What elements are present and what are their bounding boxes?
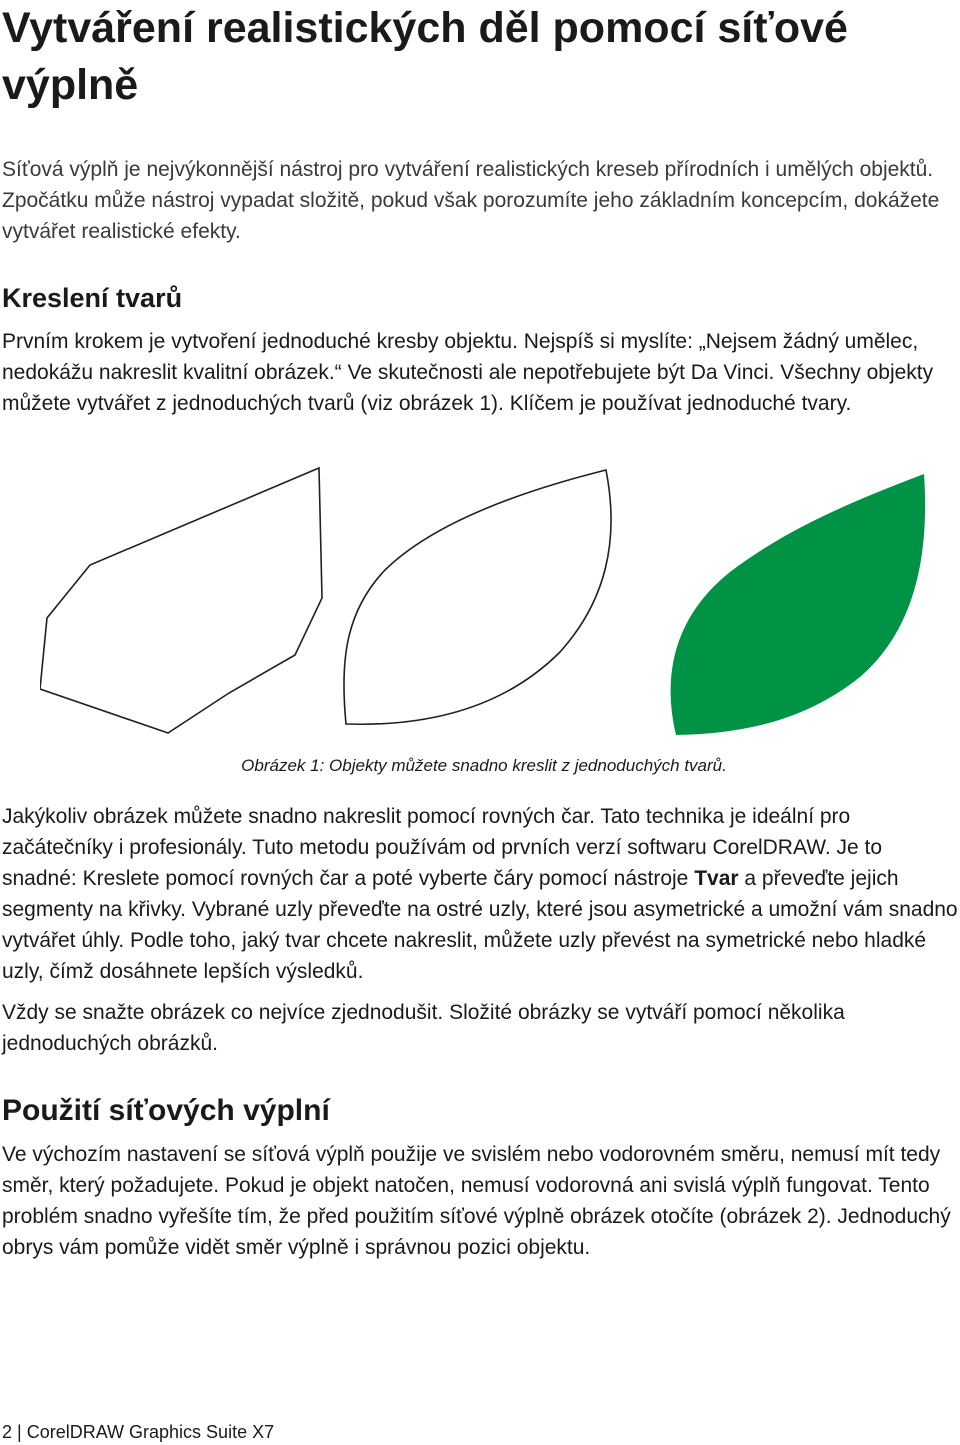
polygon-leaf-shape [40, 468, 322, 733]
figure-leaf-shapes [40, 462, 940, 747]
mesh-fill-paragraph: Ve výchozím nastavení se síťová výplň použije ve svislém nebo vodorovném směru, nemusí mít tedy směr, který požadujete. Pokud je objekt natočen, nemusí vodorovná ani svislá výplň fungovat. Tento problém snadno vyřešíte tím, že před použitím síťové výplně obrázek otočíte (obrázek 2). Jednoduchý obrys vám pomůže vidět směr výplně i správnou pozici objektu. [2, 1143, 951, 1259]
straight-lines-paragraph [2, 801, 958, 987]
straight-lines-text-start: Jakýkoliv obrázek můžete snadno nakreslit pomocí rovných čar. Tato technika je ideální pro začátečníky i profesionály. Tuto metodu používám od prvních verzí softwaru CorelDRAW. Je to snadné: Kreslete pomocí rovných čar a poté vyberte čáry pomocí nástroje [2, 805, 883, 890]
section-heading-mesh-fill: Použití síťových výplní [2, 1094, 330, 1127]
figure-caption: Obrázek 1: Objekty můžete snadno kreslit z jednoduchých tvarů. [241, 756, 727, 775]
section-heading-drawing-shapes: Kreslení tvarů [2, 283, 183, 313]
intro-paragraph: Síťová výplň je nejvýkonnější nástroj pro vytváření realistických kreseb přírodních i umělých objektů. Zpočátku může nástroj vypadat složitě, pokud však porozumíte jeho základním koncepcím, dokážete vytvářet realistické efekty. [2, 158, 940, 243]
drawing-shapes-paragraph: Prvním krokem je vytvoření jednoduché kresby objektu. Nejspíš si myslíte: „Nejsem žádný umělec, nedokážu nakreslit kvalitní obrázek.“ Ve skutečnosti ale nepotřebujete být Da Vinci. Všechny objekty můžete vytvářet z jednoduchých tvarů (viz obrázek 1). Klíčem je používat jednoduché tvary. [2, 330, 934, 415]
straight-lines-text-end: a převeďte jejich segmenty na křivky. Vybrané uzly převeďte na ostré uzly, které jsou asymetrické a umožní vám snadno vytvářet úhly. Podle toho, jaký tvar chcete nakreslit, můžete uzly převést na symetrické nebo hladké uzly, čímž dosáhnete lepších výsledků. [2, 867, 958, 983]
page-title: Vytváření realistických děl pomocí síťové výplně [2, 4, 848, 109]
page-footer: 2 | CorelDRAW Graphics Suite X7 [2, 1422, 275, 1442]
green-leaf-shape [671, 474, 926, 735]
curved-leaf-outline-shape [344, 470, 611, 724]
shape-tool-name: Tvar [694, 867, 739, 890]
simplify-paragraph: Vždy se snažte obrázek co nejvíce zjednodušit. Složité obrázky se vytváří pomocí několika jednoduchých obrázků. [2, 1001, 845, 1055]
